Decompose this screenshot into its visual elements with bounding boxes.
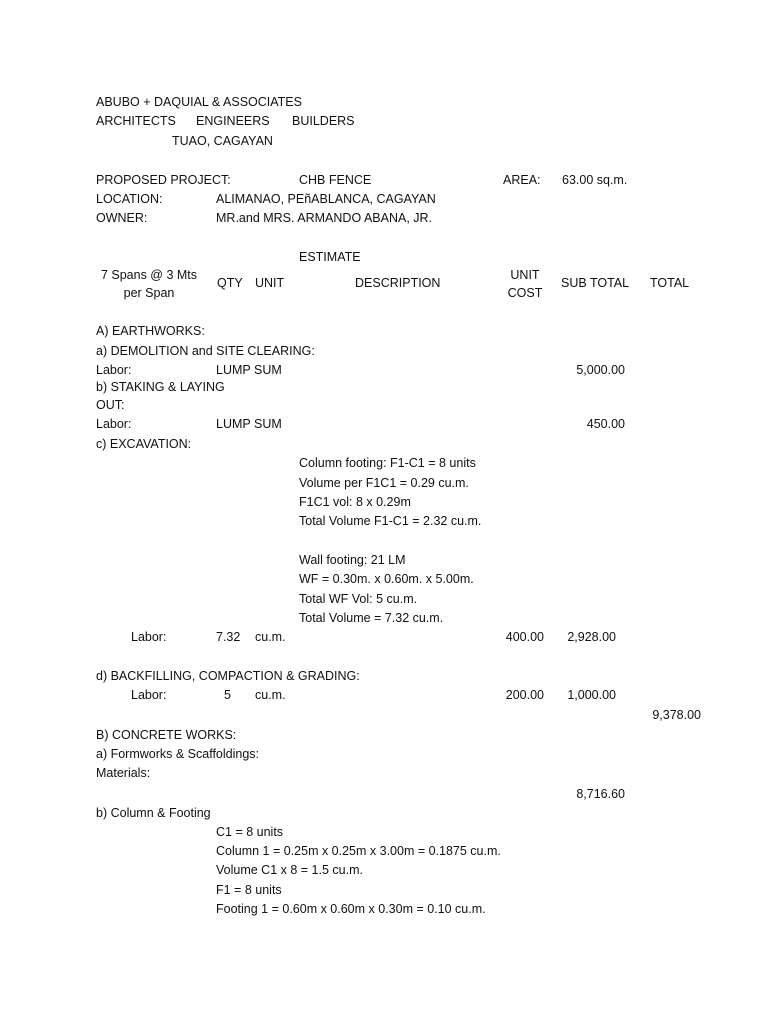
excavation-note: F1C1 vol: 8 x 0.29m [299,495,411,509]
col-header-unit-cost-line1: UNIT [510,268,540,282]
staking-sub-total: 450.00 [586,417,625,431]
excavation-note: Wall footing: 21 LM [299,553,406,567]
estimate-title: ESTIMATE [299,250,361,264]
column-footing-note: C1 = 8 units [216,825,284,839]
staking-unit: LUMP SUM [216,417,282,431]
column-footing-note: F1 = 8 units [216,883,282,897]
column-footing-note: Footing 1 = 0.60m x 0.60m x 0.30m = 0.10 cu.m. [216,902,486,916]
owner-value: MR.and MRS. ARMANDO ABANA, JR. [216,211,433,225]
excavation-note: Total WF Vol: 5 cu.m. [299,592,418,606]
backfilling-labor-label: Labor: [131,688,167,702]
col-header-unit-cost-line2: COST [507,286,543,300]
formworks-heading: a) Formworks & Scaffoldings: [96,747,260,761]
section-earthworks-heading: A) EARTHWORKS: [96,324,205,338]
demolition-sub-total: 5,000.00 [576,363,625,377]
demolition-heading: a) DEMOLITION and SITE CLEARING: [96,344,315,358]
excavation-note: Total Volume F1-C1 = 2.32 cu.m. [299,514,482,528]
firm-city: TUAO, CAGAYAN [172,134,273,148]
formworks-sub-total: 8,716.60 [576,787,625,801]
column-footing-heading: b) Column & Footing [96,806,211,820]
col-header-qty: QTY [217,276,243,290]
excavation-unit-cost: 400.00 [505,630,544,644]
backfilling-unit-cost: 200.00 [505,688,544,702]
col-header-sub-total: SUB TOTAL [561,276,630,290]
excavation-note: Total Volume = 7.32 cu.m. [299,611,444,625]
excavation-note: WF = 0.30m. x 0.60m. x 5.00m. [299,572,474,586]
formworks-materials-label: Materials: [96,766,151,780]
col-header-spans-line2: per Span [123,286,175,300]
earthworks-total: 9,378.00 [652,708,701,722]
owner-label: OWNER: [96,211,148,225]
excavation-note: Volume per F1C1 = 0.29 cu.m. [299,476,469,490]
excavation-qty: 7.32 [216,630,241,644]
backfilling-sub-total: 1,000.00 [567,688,616,702]
staking-heading-line2: OUT: [96,398,125,412]
location-value: ALIMANAO, PEñABLANCA, CAGAYAN [216,192,436,206]
col-header-unit: UNIT [255,276,285,290]
backfilling-heading: d) BACKFILLING, COMPACTION & GRADING: [96,669,360,683]
location-label: LOCATION: [96,192,163,206]
excavation-heading: c) EXCAVATION: [96,437,192,451]
area-value: 63.00 sq.m. [562,173,628,187]
excavation-labor-label: Labor: [131,630,167,644]
backfilling-qty: 5 [224,688,231,702]
demolition-labor-label: Labor: [96,363,132,377]
col-header-spans-line1: 7 Spans @ 3 Mts [100,268,198,282]
excavation-sub-total: 2,928.00 [567,630,616,644]
col-header-total: TOTAL [650,276,690,290]
column-footing-note: Volume C1 x 8 = 1.5 cu.m. [216,863,363,877]
column-footing-note: Column 1 = 0.25m x 0.25m x 3.00m = 0.1875 cu.m. [216,844,501,858]
backfilling-unit: cu.m. [255,688,286,702]
area-label: AREA: [503,173,541,187]
proposed-project-value: CHB FENCE [299,173,372,187]
demolition-unit: LUMP SUM [216,363,282,377]
proposed-project-label: PROPOSED PROJECT: [96,173,231,187]
col-header-description: DESCRIPTION [355,276,441,290]
staking-labor-label: Labor: [96,417,132,431]
firm-name: ABUBO + DAQUIAL & ASSOCIATES [96,95,302,109]
firm-role-architects: ARCHITECTS [96,114,176,128]
firm-role-engineers: ENGINEERS [196,114,270,128]
excavation-note: Column footing: F1-C1 = 8 units [299,456,476,470]
section-concrete-heading: B) CONCRETE WORKS: [96,728,237,742]
staking-heading-line1: b) STAKING & LAYING [96,380,225,394]
excavation-unit: cu.m. [255,630,286,644]
firm-role-builders: BUILDERS [292,114,355,128]
